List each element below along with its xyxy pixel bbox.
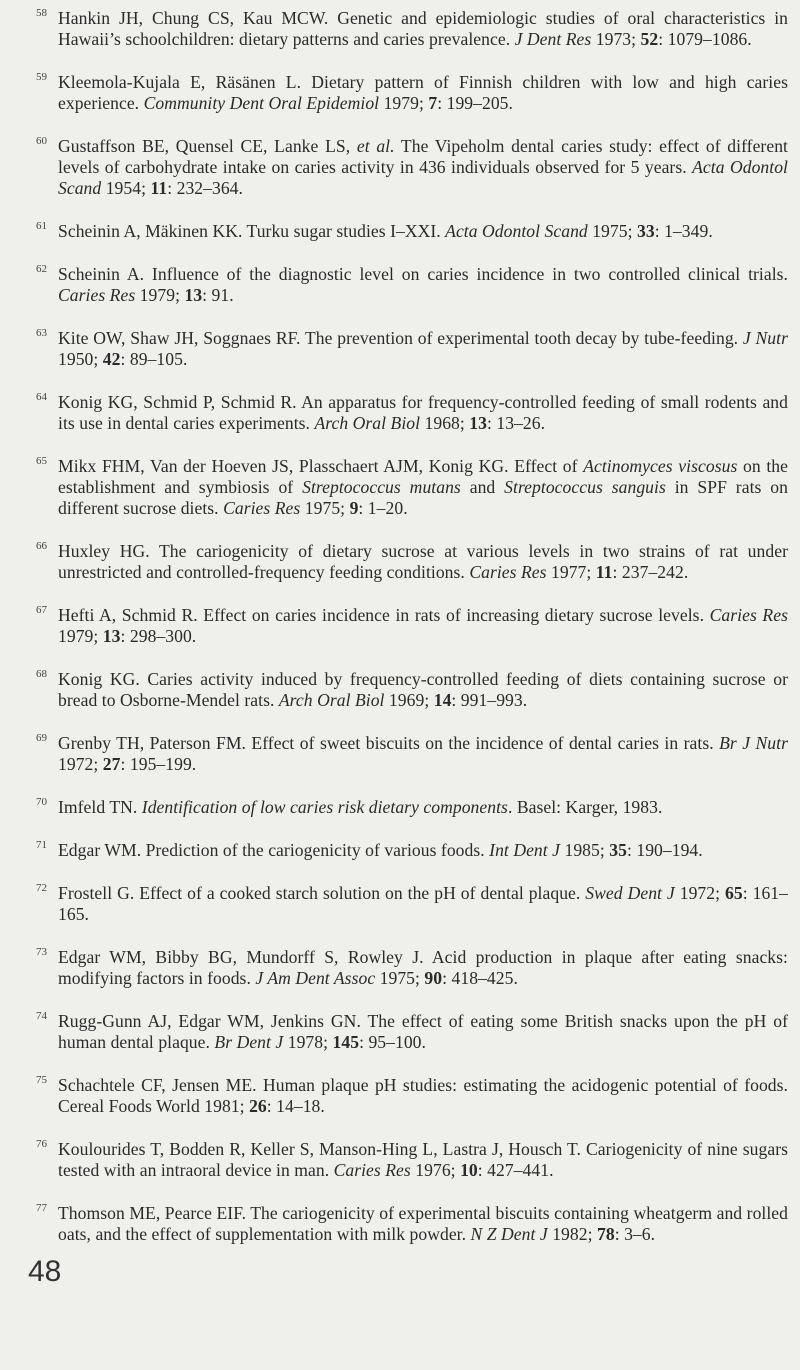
reference-item: 73 Edgar WM, Bibby BG, Mundorff S, Rowley J. Acid production in plaque after eating snacks: modifying factors in foods. J Am Dent Assoc 1975; 90: 418–425. [36,946,788,988]
reference-list [36,8,788,1267]
reference-number: 76 [36,1138,48,1150]
reference-item: 58 Hankin JH, Chung CS, Kau MCW. Genetic and epidemiologic studies of oral characteristics in Hawaii’s schoolchildren: dietary patterns and caries prevalence. J Dent Res 1973; 52: 1079–1086. [36,7,788,49]
reference-item: 75 Schachtele CF, Jensen ME. Human plaque pH studies: estimating the acidogenic potential of foods. Cereal Foods World 1981; 26: 14–18. [36,1074,788,1116]
reference-item: 64 Konig KG, Schmid P, Schmid R. An apparatus for frequency-controlled feeding of small rodents and its use in dental caries experiments. Arch Oral Biol 1968; 13: 13–26. [36,391,788,433]
reference-number: 65 [36,455,48,467]
reference-number: 77 [36,1202,48,1214]
reference-number: 61 [36,220,48,232]
reference-item: 67 Hefti A, Schmid R. Effect on caries incidence in rats of increasing dietary sucrose levels. Caries Res 1979; 13: 298–300. [36,604,788,646]
reference-item: 77 Thomson ME, Pearce EIF. The cariogenicity of experimental biscuits containing wheatgerm and rolled oats, and the effect of supplementation with milk powder. N Z Dent J 1982; 78: 3–6. [36,1202,788,1244]
reference-item: 65 Mikx FHM, Van der Hoeven JS, Plasschaert AJM, Konig KG. Effect of Actinomyces viscosus on the establishment and symbiosis of Streptococcus mutans and Streptococcus sanguis in SPF rats on different sucrose diets. Caries Res 1975; 9: 1–20. [36,455,788,518]
reference-number: 58 [36,7,48,19]
reference-number: 72 [36,882,48,894]
reference-number: 73 [36,946,48,958]
reference-item: 76 Koulourides T, Bodden R, Keller S, Manson-Hing L, Lastra J, Housch T. Cariogenicity of nine sugars tested with an intraoral device in man. Caries Res 1976; 10: 427–441. [36,1138,788,1180]
reference-item: 62 Scheinin A. Influence of the diagnostic level on caries incidence in two controlled clinical trials. Caries Res 1979; 13: 91. [36,263,788,305]
reference-item: 69 Grenby TH, Paterson FM. Effect of sweet biscuits on the incidence of dental caries in rats. Br J Nutr 1972; 27: 195–199. [36,732,788,774]
reference-item: 66 Huxley HG. The cariogenicity of dietary sucrose at various levels in two strains of rat under unrestricted and controlled-frequency feeding conditions. Caries Res 1977; 11: 237–242. [36,540,788,582]
reference-item: 71 Edgar WM. Prediction of the cariogenicity of various foods. Int Dent J 1985; 35: 190–194. [36,839,703,860]
reference-number: 66 [36,540,48,552]
reference-item: 68 Konig KG. Caries activity induced by frequency-controlled feeding of diets containing sucrose or bread to Osborne-Mendel rats. Arch Oral Biol 1969; 14: 991–993. [36,668,788,710]
reference-item: 61 Scheinin A, Mäkinen KK. Turku sugar studies I–XXI. Acta Odontol Scand 1975; 33: 1–349. [36,220,713,241]
reference-number: 63 [36,327,48,339]
reference-item: 59 Kleemola-Kujala E, Räsänen L. Dietary pattern of Finnish children with low and high caries experience. Community Dent Oral Epidemiol 1979; 7: 199–205. [36,71,788,113]
reference-item: 74 Rugg-Gunn AJ, Edgar WM, Jenkins GN. The effect of eating some British snacks upon the pH of human dental plaque. Br Dent J 1978; 145: 95–100. [36,1010,788,1052]
reference-item: 72 Frostell G. Effect of a cooked starch solution on the pH of dental plaque. Swed Dent J 1972; 65: 161–165. [36,882,788,924]
reference-number: 74 [36,1010,48,1022]
reference-number: 62 [36,263,48,275]
reference-number: 60 [36,135,48,147]
reference-item: 60 Gustaffson BE, Quensel CE, Lanke LS, et al. The Vipeholm dental caries study: effect of different levels of carbohydrate intake on caries activity in 436 individuals observed for 5 years. Acta Odontol Scand 1954; 11: 232–364. [36,135,788,198]
reference-item: 63 Kite OW, Shaw JH, Soggnaes RF. The prevention of experimental tooth decay by tube-feeding. J Nutr 1950; 42: 89–105. [36,327,788,369]
reference-number: 64 [36,391,48,403]
reference-number: 69 [36,732,48,744]
reference-number: 59 [36,71,48,83]
page-number: 48 [28,1255,62,1288]
reference-number: 70 [36,796,48,808]
reference-item: 70 Imfeld TN. Identification of low caries risk dietary components. Basel: Karger, 1983. [36,796,663,817]
reference-number: 68 [36,668,48,680]
reference-number: 75 [36,1074,48,1086]
reference-number: 67 [36,604,48,616]
reference-number: 71 [36,839,48,851]
